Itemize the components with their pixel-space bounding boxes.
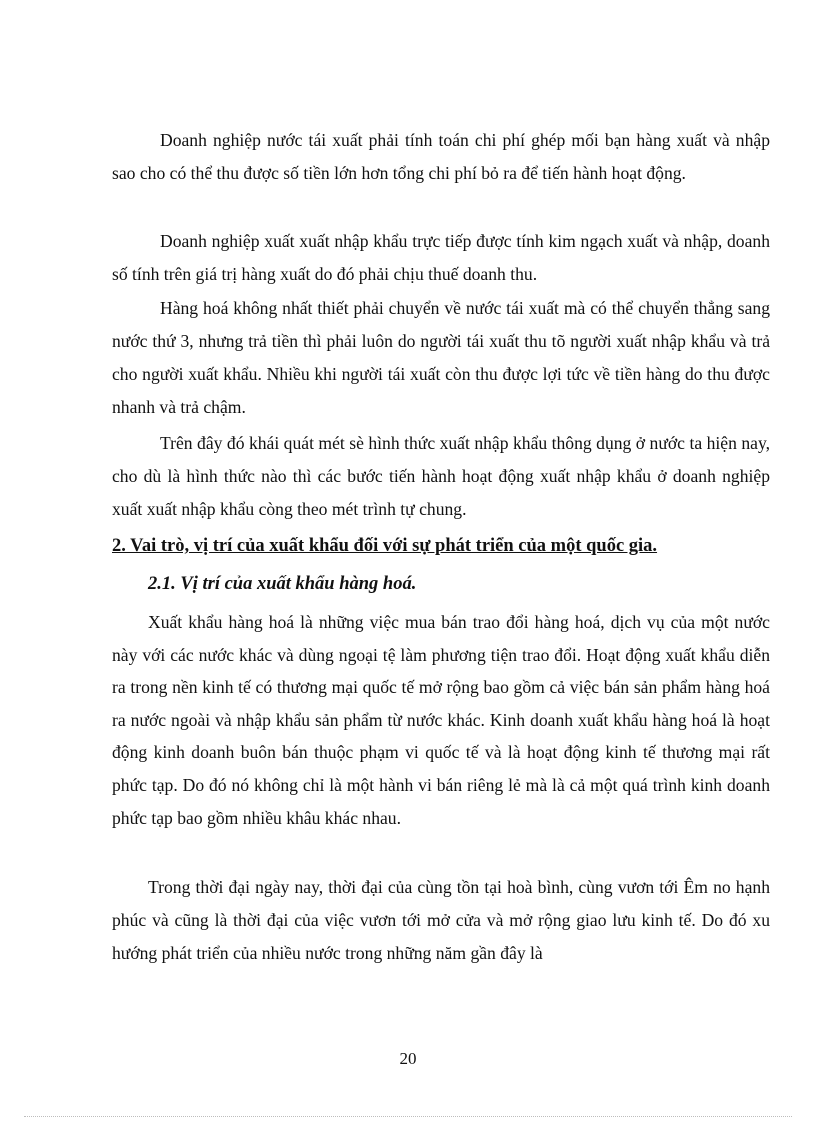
paragraph-reexport-costs: Doanh nghiệp nước tái xuất phải tính toán chi phí ghép mối bạn hàng xuất và nhập sao cho có thể thu được số tiền lớn hơn tổng chi phí bỏ ra để tiến hành hoạt động. — [112, 130, 770, 183]
footer-divider — [24, 1116, 792, 1117]
subsection-heading: 2.1. Vị trí của xuất khẩu hàng hoá. — [148, 574, 417, 594]
section-heading: 2. Vai trò, vị trí của xuất khẩu đối với sự phát triển của một quốc gia. — [112, 536, 658, 556]
paragraph-turnover-tax: Doanh nghiệp xuất xuất nhập khẩu trực tiếp được tính kim ngạch xuất và nhập, doanh số tính trên giá trị hàng xuất do đó phải chịu thuế doanh thu. — [112, 231, 770, 284]
paragraph-third-country: Hàng hoá không nhất thiết phải chuyển về nước tái xuất mà có thể chuyển thẳng sang nước thứ 3, nhưng trả tiền thì phải luôn do người tái xuất thu tõ người xuất nhập khẩu và trả cho người xuất khẩu. Nhiều khi người tái xuất còn thu được lợi tức về tiền hàng do thu được nhanh và trả chậm. — [112, 298, 770, 417]
paragraph-summary: Trên đây đó khái quát mét sè hình thức xuất nhập khẩu thông dụng ở nước ta hiện nay, cho dù là hình thức nào thì các bước tiến hành hoạt động xuất nhập khẩu ở doanh nghiệp xuất xuất nhập khẩu còng theo mét trình tự chung. — [112, 433, 770, 519]
paragraph-export-definition: Xuất khẩu hàng hoá là những việc mua bán trao đổi hàng hoá, dịch vụ của một nước này với các nước khác và dùng ngoại tệ làm phương tiện trao đổi. Hoạt động xuất khẩu diễn ra trong nền kinh tế có thương mại quốc tế mở rộng bao gồm cả việc bán sản phẩm hàng hoá ra nước ngoài và nhập khẩu sản phẩm từ nước khác. Kinh doanh xuất khẩu hàng hoá là hoạt động kinh doanh buôn bán thuộc phạm vi quốc tế và là hoạt động kinh tế thương mại rất phức tạp. Do đó nó không chỉ là một hành vi bán riêng lẻ mà là cả một quá trình kinh doanh phức tạp bao gồm nhiều khâu khác nhau. — [112, 612, 770, 828]
paragraph-current-era: Trong thời đại ngày nay, thời đại của cùng tồn tại hoà bình, cùng vươn tới Êm no hạnh phúc và cũng là thời đại của việc vươn tới mở cửa và mở rộng giao lưu kinh tế. Do đó xu hướng phát triển của nhiều nước trong những năm gần đây là — [112, 877, 770, 963]
page-number: 20 — [399, 1049, 417, 1068]
